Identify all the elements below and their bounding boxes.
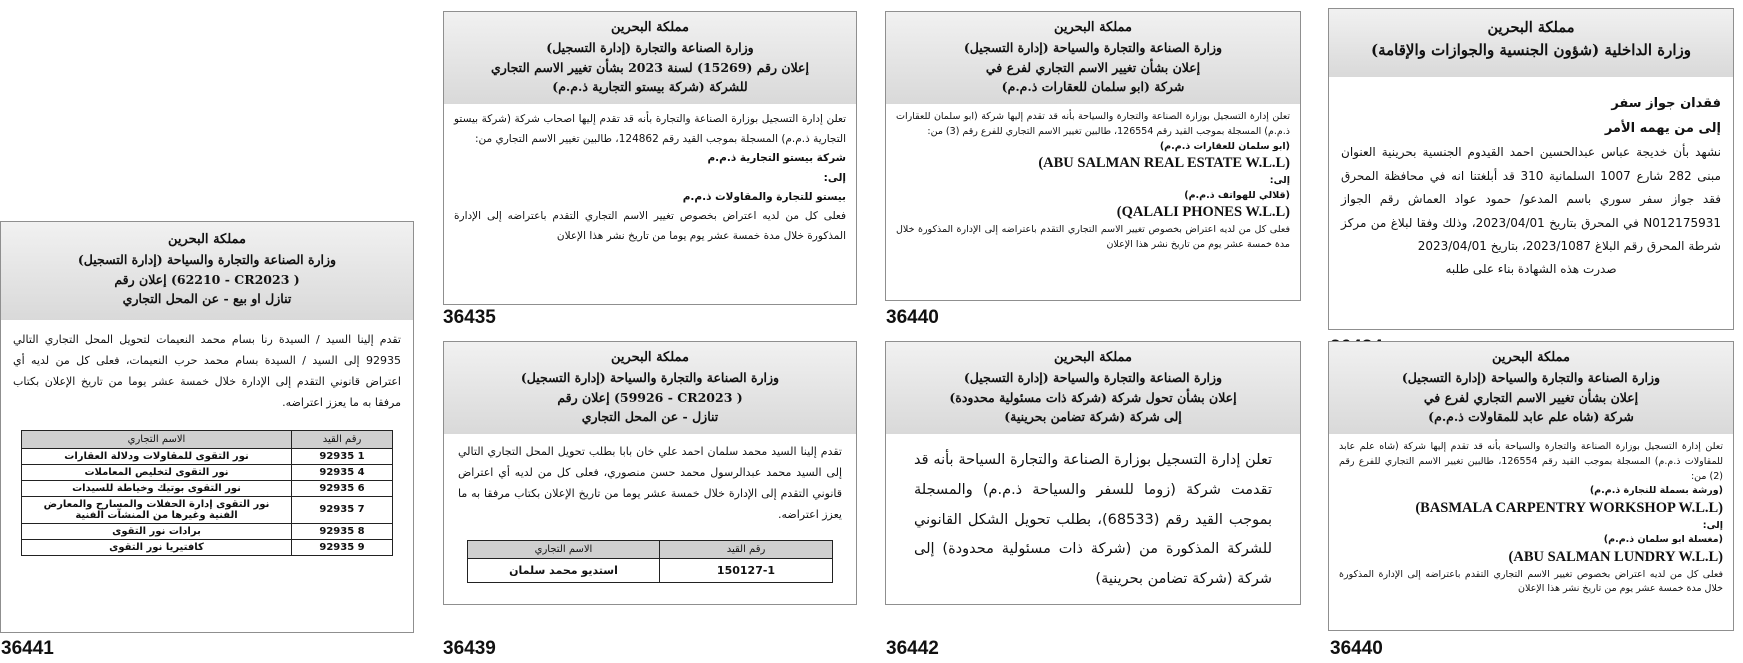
table-row	[22, 496, 393, 523]
trade-name: نور التقوى لتخليص المعاملات	[22, 464, 292, 480]
table-row	[468, 558, 833, 582]
ad-subject: إعلان بشأن تحول شركة (شركة ذات مسئولية محدودة)	[949, 389, 1237, 405]
ad-shop-assignment	[443, 341, 857, 605]
ad-kingdom: مملكة البحرين	[1491, 350, 1571, 365]
old-name-ar: (ابو سلمان للعقارات ذ.م.م)	[1159, 140, 1290, 152]
ad-header	[444, 342, 856, 434]
trade-name: نور التقوى للمقاولات ودلالة العقارات	[22, 448, 292, 464]
reg-number: 150127-1	[660, 558, 833, 582]
ad-header	[444, 12, 856, 104]
ad-ministry: وزارة الصناعة والتجارة والسياحة (إدارة التسجيل)	[1401, 370, 1661, 386]
ad-body	[886, 104, 1300, 258]
ad-ministry: وزارة الصناعة والتجارة والسياحة (إدارة التسجيل)	[520, 370, 780, 386]
ad-body	[444, 434, 856, 534]
ad-lost-passport	[1328, 8, 1734, 330]
ad-number: 36441	[1, 638, 54, 659]
new-name-ar: (مغسلة ابو سلمان ذ.م.م)	[1603, 534, 1723, 546]
ad-number: 36440	[886, 307, 939, 328]
table-row	[22, 523, 393, 539]
ad-outro: فعلى كل من لديه اعتراض بخصوص تغيير الاسم التجاري التقدم باعتراضه إلى الإدارة المذكورة خلال مدة خمسة عشر يوم من تاريخ نشر هذا الإعلان	[1339, 568, 1723, 595]
to-label: إلى:	[1269, 174, 1290, 186]
ad-branch-name-change	[885, 11, 1301, 301]
ad-type: تنازل او بيع - عن المحل التجاري	[122, 290, 292, 306]
ad-company-conversion	[885, 341, 1301, 605]
ad-kingdom: مملكة البحرين	[1053, 20, 1133, 35]
ad-ministry: وزارة الصناعة والتجارة والسياحة (إدارة التسجيل)	[77, 252, 337, 268]
ad-outro: فعلى كل من لديه اعتراض بخصوص تغيير الاسم التجاري التقدم باعتراضه إلى الإدارة المذكورة خلال مدة خمسة عشر يوم يوما من تاريخ نشر هذا الإعلان	[454, 210, 846, 242]
ad-subject: إعلان رقم (59926 - CR2023 )	[557, 389, 743, 405]
ad-header	[886, 12, 1300, 104]
trade-name: استديو محمد سلمان	[468, 558, 660, 582]
ad-kingdom: مملكة البحرين	[1053, 350, 1133, 365]
trade-name: نور التقوى بوتيك وخياطة للسيدات	[22, 480, 292, 496]
new-name-en: (QALALI PHONES W.L.L)	[1116, 204, 1290, 221]
ad-header	[1, 222, 413, 320]
ad-company: شركة (ابو سلمان للعقارات ذ.م.م)	[1001, 78, 1185, 94]
col-reg-number: رقم القيد	[660, 540, 833, 558]
ad-text: نشهد بأن خديجة عباس عبدالحسين احمد القيدوم الجنسية بحرينية العنوان مبنى 282 شارع 1007 السلمانية 310 قد أبلغتنا انه في محافظة المحرق فقد جواز سفر سوري باسم المدعو/ حمود عواد العماش رقم الجواز N012175931 في المحرق بتاريخ 2023/04/01، وذلك وفقا لبلاغ من مركز شرطة المحرق رقم البلاغ 2023/1087، بتاريخ 2023/04/01	[1341, 145, 1721, 253]
ad-shop-transfer	[0, 221, 414, 633]
table-row	[22, 448, 393, 464]
table-row	[22, 539, 393, 555]
ad-subject: إعلان بشأن تغيير الاسم التجاري لفرع في	[985, 59, 1201, 75]
ad-body	[444, 104, 856, 252]
ad-kingdom: مملكة البحرين	[610, 20, 690, 35]
reg-number: 4 92935	[292, 464, 393, 480]
ad-number: 36442	[886, 638, 939, 659]
to-label: إلى:	[1702, 519, 1723, 531]
new-name-ar: (قلالي للهواتف ذ.م.م)	[1184, 189, 1290, 201]
ad-ministry: وزارة الصناعة والتجارة (إدارة التسجيل)	[546, 40, 754, 56]
reg-number: 7 92935	[292, 496, 393, 523]
table-row	[22, 480, 393, 496]
old-name-en: (BASMALA CARPENTRY WORKSHOP W.L.L)	[1415, 500, 1723, 517]
ad-company-name-change	[443, 11, 857, 305]
ad-type: تنازل - عن المحل التجاري	[581, 408, 719, 424]
ad-body	[1, 320, 413, 424]
new-name: بيستو للتجارة والمقاولات ذ.م.م	[682, 190, 846, 203]
ad-text: تقدم إلينا السيد / السيدة رنا بسام محمد النعيمات لتحويل المحل التجاري التالي 92935 إلى السيد / السيدة بسام محمد حرب النعيمات، فعلى كل من لديه أي اعتراض قانوني التقدم إلى الإدارة خلال خمسة عشر يوما من تاريخ الإعلان بكتاب مرفقا به ما يعزز اعتراضه.	[13, 333, 401, 409]
ad-number: 36439	[443, 638, 496, 659]
reg-number: 6 92935	[292, 480, 393, 496]
ad-intro: تعلن إدارة التسجيل بوزارة الصناعة والتجارة والسياحة بأنه قد تقدم إليها شركة (شاه علم عابد للمقاولات ذ.م.م) المسجلة بموجب القيد رقم 126554، طالبين تغيير الاسم التجاري للفرع رقم (2) من:	[1339, 441, 1723, 482]
ad-company: شركة (شاه علم عابد للمقاولات ذ.م.م)	[1428, 408, 1634, 424]
ad-ministry: وزارة الصناعة والتجارة والسياحة (إدارة التسجيل)	[963, 370, 1223, 386]
ad-outro: فعلى كل من لديه اعتراض بخصوص تغيير الاسم التجاري التقدم باعتراضه إلى الإدارة المذكورة خلال مدة خمسة عشر يوم من تاريخ نشر هذا الإعلان	[896, 223, 1290, 250]
to-label: إلى:	[823, 171, 846, 184]
ad-ministry: وزارة الداخلية (شؤون الجنسية والجوازات والإقامة)	[1370, 41, 1692, 60]
col-trade-name: الاسم التجاري	[22, 430, 292, 448]
ad-number: 36440	[1330, 638, 1383, 659]
ad-header	[1329, 342, 1733, 434]
trade-name: برادات نور التقوى	[22, 523, 292, 539]
ad-company: للشركة (شركة بيستو التجارية ذ.م.م)	[552, 78, 748, 94]
ad-subject: فقدان جواز سفر	[1611, 95, 1721, 111]
old-name: شركة بيستو التجارية ذ.م.م	[707, 152, 846, 165]
old-name-en: (ABU SALMAN REAL ESTATE W.L.L)	[1038, 155, 1290, 172]
ad-body	[886, 434, 1300, 605]
old-name-ar: (ورشة بسملة للنجارة ذ.م.م)	[1589, 485, 1723, 497]
trade-name: نور التقوى إدارة الحفلات والمسارح والمعارض الفنية وغيرها من المنشآت الفنية	[22, 496, 292, 523]
ad-subject: إعلان رقم (62210 - CR2023 )	[114, 271, 300, 287]
ad-text: تقدم إلينا السيد محمد سلمان احمد علي خان بابا بطلب تحويل المحل التجاري التالي إلى السيد محمد عبدالرسول محمد حسن منصوري، فعلى كل من لديه أي اعتراض قانوني التقدم إلى الإدارة خلال خمسة عشر يوما من تاريخ الإعلان بكتاب مرفقا به ما يعزز اعتراضه.	[458, 445, 842, 521]
register-table	[467, 540, 833, 583]
trade-name: كافتيريا نور التقوى	[22, 539, 292, 555]
ad-kingdom: مملكة البحرين	[167, 232, 247, 247]
ad-body	[1329, 434, 1733, 603]
ad-kingdom: مملكة البحرين	[610, 350, 690, 365]
col-reg-number: رقم القيد	[292, 430, 393, 448]
table-row	[22, 464, 393, 480]
ad-ministry: وزارة الصناعة والتجارة والسياحة (إدارة التسجيل)	[963, 40, 1223, 56]
ad-salutation: إلى من يهمه الأمر	[1604, 121, 1721, 137]
new-name-en: (ABU SALMAN LUNDRY W.L.L)	[1508, 549, 1723, 566]
reg-number: 8 92935	[292, 523, 393, 539]
reg-number: 1 92935	[292, 448, 393, 464]
col-trade-name: الاسم التجاري	[468, 540, 660, 558]
table-header-row	[22, 430, 393, 448]
ad-intro: تعلن إدارة التسجيل بوزارة الصناعة والتجارة والسياحة بأنه قد تقدم إليها شركة (ابو سلمان للعقارات ذ.م.م) المسجلة بموجب القيد رقم 126554، طالبين تغيير الاسم التجاري للفرع رقم (3) من:	[896, 111, 1290, 137]
ad-target-type: إلى شركة (شركة تضامن بحرينية)	[1004, 408, 1182, 424]
ad-intro: تعلن إدارة التسجيل بوزارة الصناعة والتجارة بأنه قد تقدم إليها اصحاب شركة (شركة بيستو التجارية ذ.م.م) المسجلة بموجب القيد رقم 124862، طالبين تغيير الاسم التجاري من:	[454, 113, 846, 145]
ad-subject: إعلان رقم (15269) لسنة 2023 بشأن تغيير الاسم التجاري	[490, 59, 809, 75]
reg-number: 9 92935	[292, 539, 393, 555]
table-header-row	[468, 540, 833, 558]
ad-branch-name-change	[1328, 341, 1734, 631]
ad-number: 36435	[443, 307, 496, 328]
register-table	[21, 430, 393, 556]
ad-subject: إعلان بشأن تغيير الاسم التجاري لفرع في	[1423, 389, 1639, 405]
ad-header	[886, 342, 1300, 434]
ad-kingdom: مملكة البحرين	[1487, 19, 1575, 36]
ad-text: تعلن إدارة التسجيل بوزارة الصناعة والتجارة السياحة بأنه قد تقدمت شركة (زوما للسفر والسياحة ذ.م.م) والمسجلة بموجب القيد رقم (68533)، بطلب تحويل الشكل القانوني للشركة المذكورة من (شركة ذات مسئولية محدودة) إلى شركة (شركة تضامن بحرينية)	[914, 452, 1272, 588]
ad-header	[1329, 9, 1733, 77]
ad-closing: صدرت هذه الشهادة بناء على طلبه	[1445, 262, 1617, 277]
ad-body	[1329, 77, 1733, 296]
